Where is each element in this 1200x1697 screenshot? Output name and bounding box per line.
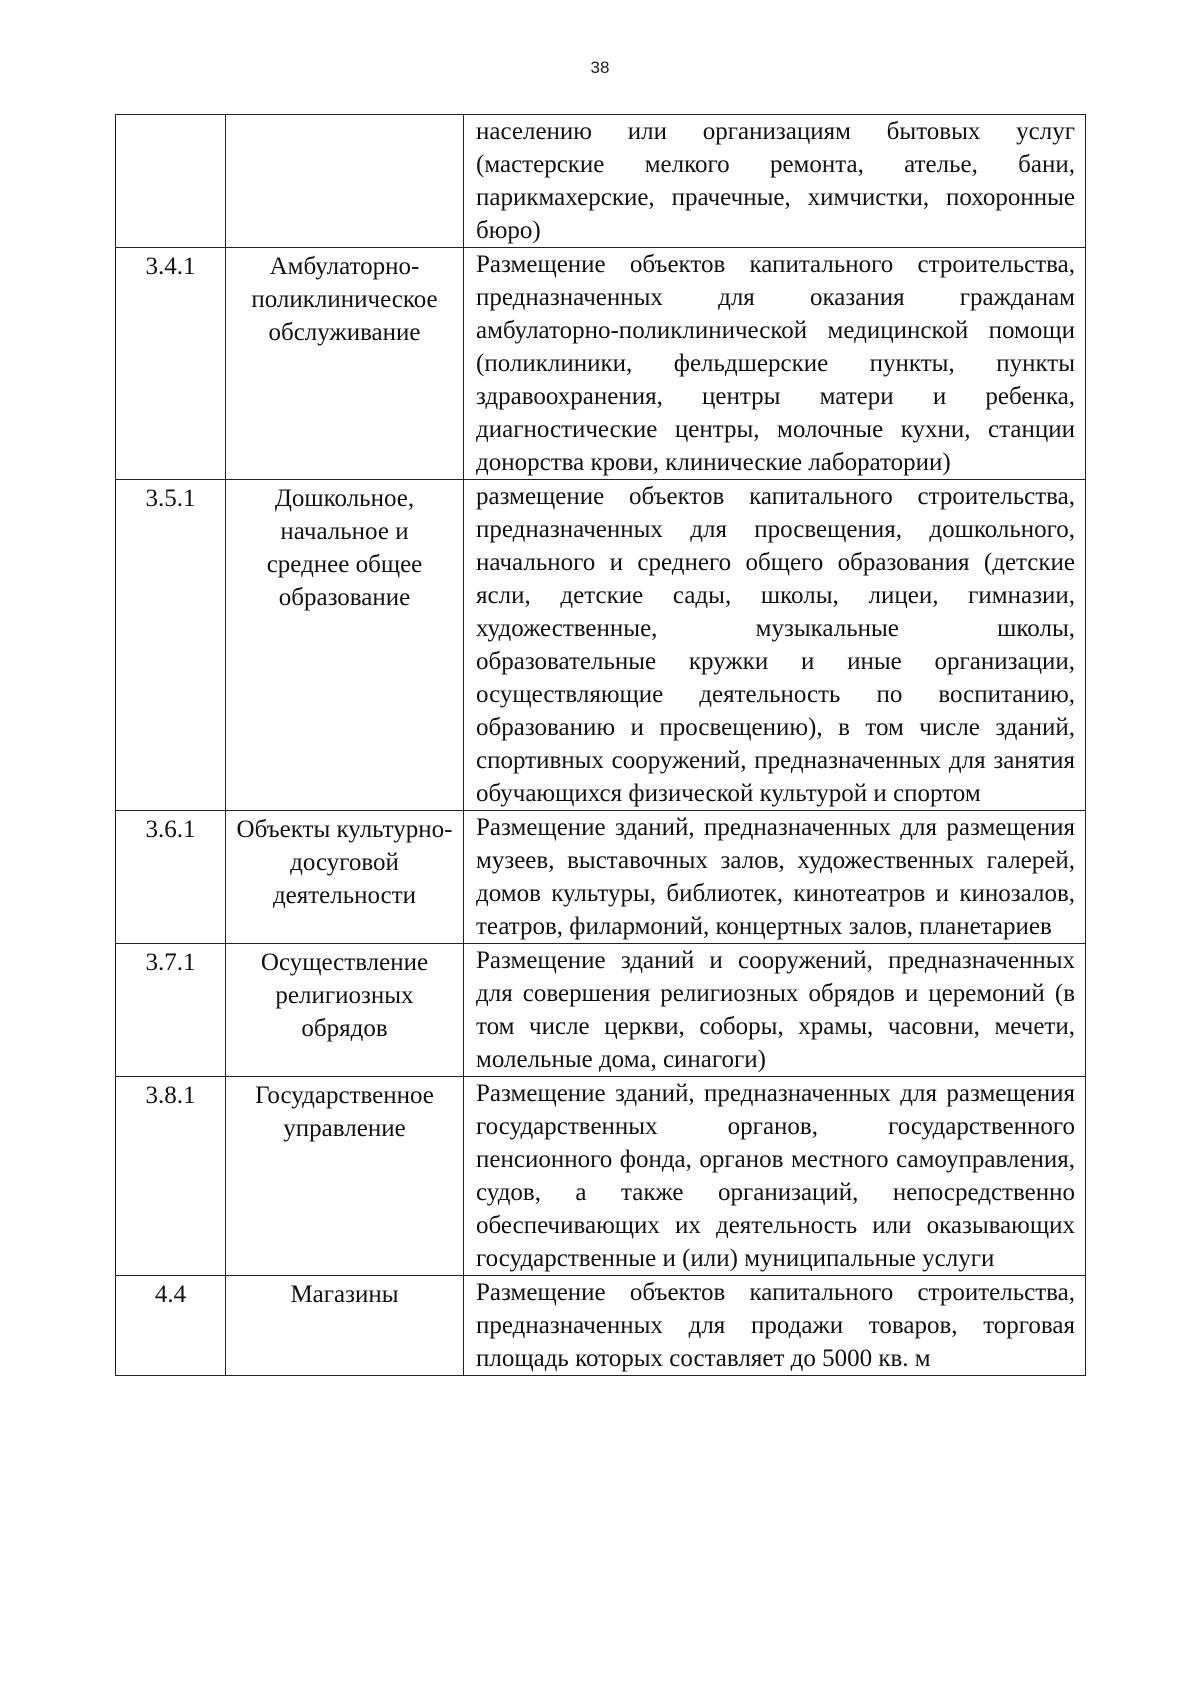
row-description: Размещение объектов капитального строительства, предназначенных для продажи товаров, торговая площадь которых составляет до 5000 кв. м	[464, 1276, 1086, 1376]
row-description: Размещение зданий и сооружений, предназначенных для совершения религиозных обрядов и церемоний (в том числе церкви, соборы, храмы, часовни, мечети, молельные дома, синагоги)	[464, 944, 1086, 1077]
row-code: 3.4.1	[116, 248, 226, 480]
row-name: Объекты культурно-досуговой деятельности	[226, 811, 464, 944]
table-row	[116, 115, 1086, 248]
row-code: 3.7.1	[116, 944, 226, 1077]
table-row	[116, 480, 1086, 811]
row-description: населению или организациям бытовых услуг (мастерские мелкого ремонта, ателье, бани, парикмахерские, прачечные, химчистки, похоронные бюро)	[464, 115, 1086, 248]
row-name	[226, 115, 464, 248]
row-name: Магазины	[226, 1276, 464, 1376]
table-row	[116, 811, 1086, 944]
row-description: Размещение объектов капитального строительства, предназначенных для оказания гражданам амбулаторно-поликлинической медицинской помощи (поликлиники, фельдшерские пункты, пункты здравоохранения, центры матери и ребенка, диагностические центры, молочные кухни, станции донорства крови, клинические лаборатории)	[464, 248, 1086, 480]
table-row	[116, 1077, 1086, 1276]
row-description: размещение объектов капитального строительства, предназначенных для просвещения, дошкольного, начального и среднего общего образования (детские ясли, детские сады, школы, лицеи, гимназии, художественные, музыкальные школы, образовательные кружки и иные организации, осуществляющие деятельность по воспитанию, образованию и просвещению), в том числе зданий, спортивных сооружений, предназначенных для занятия обучающихся физической культурой и спортом	[464, 480, 1086, 811]
row-description: Размещение зданий, предназначенных для размещения государственных органов, государственного пенсионного фонда, органов местного самоуправления, судов, а также организаций, непосредственно обеспечивающих их деятельность или оказывающих государственные и (или) муниципальные услуги	[464, 1077, 1086, 1276]
table-row	[116, 944, 1086, 1077]
row-description: Размещение зданий, предназначенных для размещения музеев, выставочных залов, художественных галерей, домов культуры, библиотек, кинотеатров и кинозалов, театров, филармоний, концертных залов, планетариев	[464, 811, 1086, 944]
row-code: 3.5.1	[116, 480, 226, 811]
row-name: Осуществление религиозных обрядов	[226, 944, 464, 1077]
row-name: Амбулаторно-поликлиническое обслуживание	[226, 248, 464, 480]
page-number: 38	[590, 58, 610, 77]
row-code: 3.6.1	[116, 811, 226, 944]
row-name: Государственное управление	[226, 1077, 464, 1276]
row-name: Дошкольное, начальное и среднее общее образование	[226, 480, 464, 811]
table-row	[116, 248, 1086, 480]
row-code	[116, 115, 226, 248]
table-row	[116, 1276, 1086, 1376]
row-code: 4.4	[116, 1276, 226, 1376]
land-use-table	[115, 114, 1086, 1376]
row-code: 3.8.1	[116, 1077, 226, 1276]
